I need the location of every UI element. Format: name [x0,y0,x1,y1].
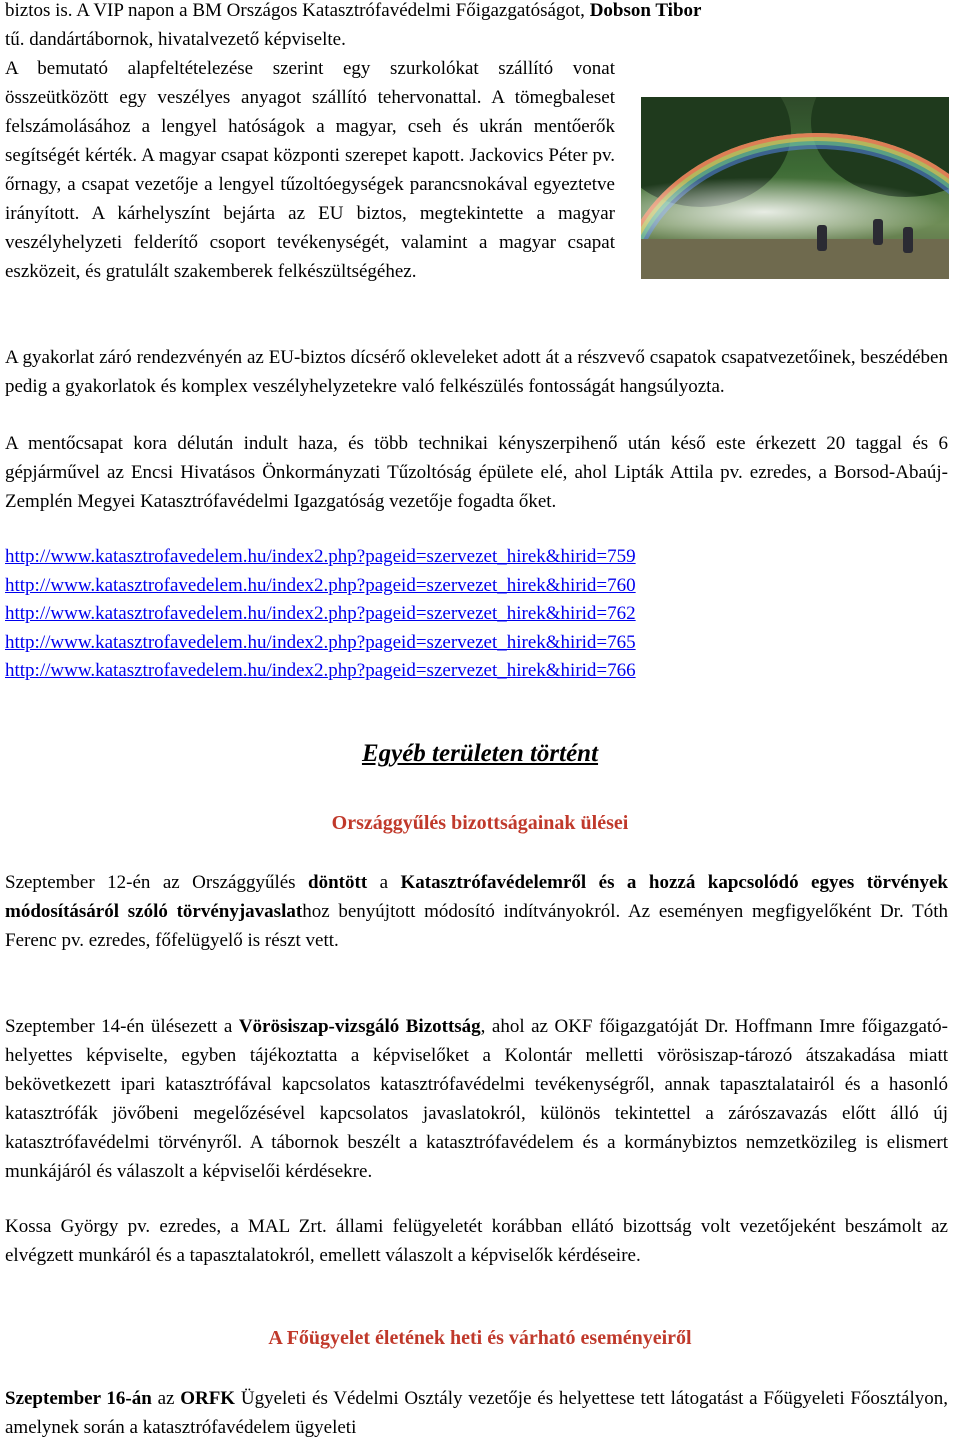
link-765[interactable]: http://www.katasztrofavedelem.hu/index2.php?pageid=szervezet_hirek&hirid=765 [5,631,636,653]
intro-line [5,0,948,25]
subheading-duty-service: A Főügyelet életének heti és várható eseményeiről [268,1327,692,1349]
paragraph-closing-event: A gyakorlat záró rendezvényén az EU-biztos dícsérő okleveleket adott át a részvevő csapatok csapatvezetőinek, beszédében pedig a gyakorlatok és komplex veszélyhelyzetekre való felkészülés fontosságát hangsúlyozta. [5,347,948,397]
paragraph-sept-16: Szeptember 16-án az ORFK Ügyeleti és Védelmi Osztály vezetője és helyettese tett látogatást a Főügyeleti Főosztályon, amelynek során a katasztrófavédelem ügyeleti [5,1388,948,1438]
link-list [5,543,948,686]
link-759[interactable]: http://www.katasztrofavedelem.hu/index2.php?pageid=szervezet_hirek&hirid=759 [5,546,636,567]
intro-text: biztos is. A VIP napon a BM Országos Katasztrófavédelmi Főigazgatóságot, [5,0,585,21]
paragraph-sept-14: Szeptember 14-én ülésezett a Vörösiszap-vizsgáló Bizottság, ahol az OKF főigazgatóját Dr. Hoffmann Imre főigazgató-helyettes képviselte, egyben tájékoztatta a képviselőket a Kolontár melletti vörösiszap-tározó átszakadása miatt bekövetkezett ipari katasztrófával kapcsolatos katasztrófavédelmi tevékenységről, annak tapasztalatairól és a hasonló katasztrófák jövőbeni megelőzésével kapcsolatos javaslatokról, különös tekintettel a zárószavazás előtt álló új katasztrófavédelmi törvényről. A tábornok beszélt a katasztrófavédelem és a kormánybiztos nemzetközileg is elismert munkájáról és válaszolt a képviselői kérdésekre. [5,1016,948,1182]
intro-bold-name: Dobson Tibor [589,0,702,21]
paragraph-kossa: Kossa György pv. ezredes, a MAL Zrt. állami felügyeletét korábban ellátó bizottság volt vezetőjeként beszámolt az elvégzett munkáról és a tapasztalatokról, emellett válaszolt a képviselők kérdéseire. [5,1216,948,1266]
subheading-parliament: Országgyűlés bizottságainak ülései [331,812,629,834]
wrap-paragraph [5,54,948,286]
section-heading: Egyéb területen történt [361,740,599,767]
paragraph-return-home: A mentőcsapat kora délután indult haza, és több technikai kényszerpihenő után késő este érkezett 20 taggal és 6 gépjárművel az Encsi Hivatásos Önkormányzati Tűzoltóság épülete elé, ahol Lipták Attila pv. ezredes, a Borsod-Abaúj-Zemplén Megyei Katasztrófavédelmi Igazgatóság vezetője fogadta őket. [5,433,948,512]
intro-line-2: tű. dandártábornok, hivatalvezető képviselte. [5,29,346,50]
link-762[interactable]: http://www.katasztrofavedelem.hu/index2.php?pageid=szervezet_hirek&hirid=762 [5,603,636,624]
paragraph-sept-12: Szeptember 12-én az Országgyűlés döntött a Katasztrófavédelemről és a hozzá kapcsolódó egyes törvények módosításáról szóló törvényjavaslathoz benyújtott módosító indítványokról. Az eseményen megfigyelőként Dr. Tóth Ferenc pv. ezredes, főfelügyelő is részt vett. [5,872,948,951]
link-766[interactable]: http://www.katasztrofavedelem.hu/index2.php?pageid=szervezet_hirek&hirid=766 [5,660,636,681]
wrap-paragraph-text: A bemutató alapfeltételezése szerint egy szurkolókat szállító vonat összeütközött egy veszélyes anyagot szállító tehervonattal. A tömegbaleset felszámolásához a lengyel hatóságok a magyar, cseh és ukrán mentőerők segítségét kérték. A magyar csapat központi szerepet kapott. Jackovics Péter pv. őrnagy, a csapat vezetője a lengyel tűzoltóegységek parancsnokával egyeztetve irányított. A kárhelyszínt bejárta az EU biztos, megtekintette a magyar veszélyhelyzeti felderítő csoport tevékenységét, valamint a magyar csapat eszközeit, és gratulált szakemberek felkészültségéhez. [5,58,615,282]
link-760[interactable]: http://www.katasztrofavedelem.hu/index2.php?pageid=szervezet_hirek&hirid=760 [5,574,636,596]
